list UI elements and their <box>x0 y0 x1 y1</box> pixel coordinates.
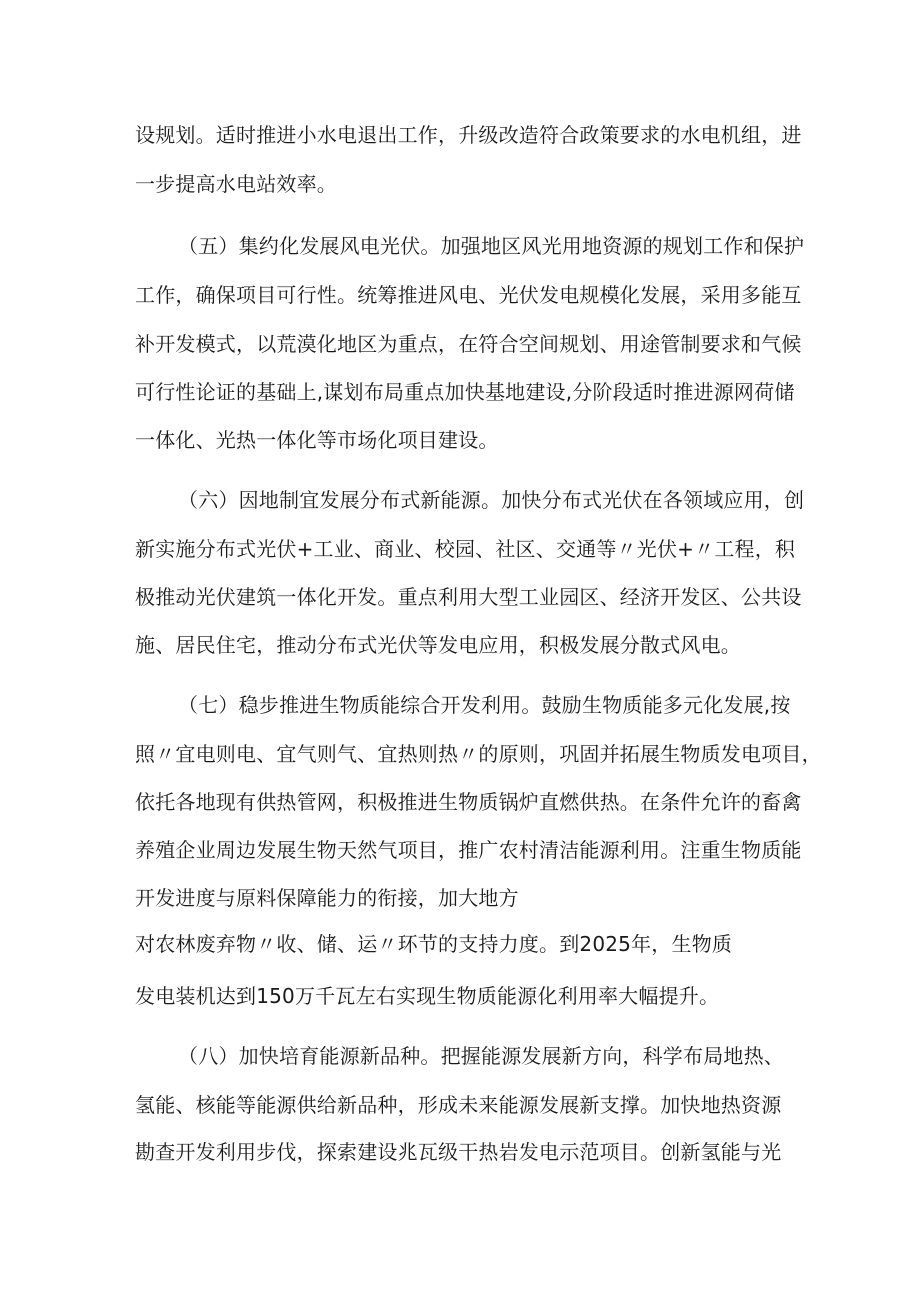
section-heading-seven: （七）稳步推进生物质能综合开发利用。鼓励生物质能多元化发展,按 <box>178 693 791 717</box>
text-line: 设规划。适时推进小水电退出工作，升级改造符合政策要求的水电机组，进 <box>135 123 802 147</box>
text-line: 养殖企业周边发展生物天然气项目，推广农村清洁能源利用。注重生物质能 <box>135 838 802 862</box>
text-line: 依托各地现有供热管网，积极推进生物质锅炉直燃供热。在条件允许的畜禽 <box>135 790 802 814</box>
text-line: 开发进度与原料保障能力的衔接，加大地方 <box>135 886 519 910</box>
section-heading-six: （六）因地制宜发展分布式新能源。加快分布式光伏在各领域应用，创 <box>178 488 805 512</box>
text-line: 新实施分布式光伏+工业、商业、校园、社区、交通等〃光伏+〃工程，积 <box>135 537 796 561</box>
text-line: 一体化、光热一体化等市场化项目建设。 <box>135 428 499 452</box>
text-line: 发电装机达到150万千瓦左右实现生物质能源化利用率大幅提升。 <box>135 984 720 1008</box>
text-line: 施、居民住宅，推动分布式光伏等发电应用，积极发展分散式风电。 <box>135 633 741 657</box>
text-line: 勘查开发利用步伐，探索建设兆瓦级干热岩发电示范项目。创新氢能与光 <box>135 1140 782 1164</box>
text-line: 一步提高水电站效率。 <box>135 172 337 196</box>
section-heading-five: （五）集约化发展风电光伏。加强地区风光用地资源的规划工作和保护 <box>178 234 805 258</box>
text-line: 对农林废弃物〃收、储、运〃环节的支持力度。到2025年，生物质 <box>135 932 733 956</box>
text-line: 氢能、核能等能源供给新品种，形成未来能源发展新支撑。加快地热资源 <box>135 1093 782 1117</box>
text-line: 补开发模式，以荒漠化地区为重点，在符合空间规划、用途管制要求和气候 <box>135 332 802 356</box>
text-line: 工作，确保项目可行性。统筹推进风电、光伏发电规模化发展，采用多能互 <box>135 283 802 307</box>
text-line: 可行性论证的基础上,谋划布局重点加快基地建设,分阶段适时推进源网荷储 <box>135 380 795 404</box>
text-line: 照〃宜电则电、宜气则气、宜热则热〃的原则，巩固并拓展生物质发电项目， <box>135 742 822 766</box>
section-heading-eight: （八）加快培育能源新品种。把握能源发展新方向，科学布局地热、 <box>178 1044 784 1068</box>
text-line: 极推动光伏建筑一体化开发。重点利用大型工业园区、经济开发区、公共设 <box>135 585 802 609</box>
